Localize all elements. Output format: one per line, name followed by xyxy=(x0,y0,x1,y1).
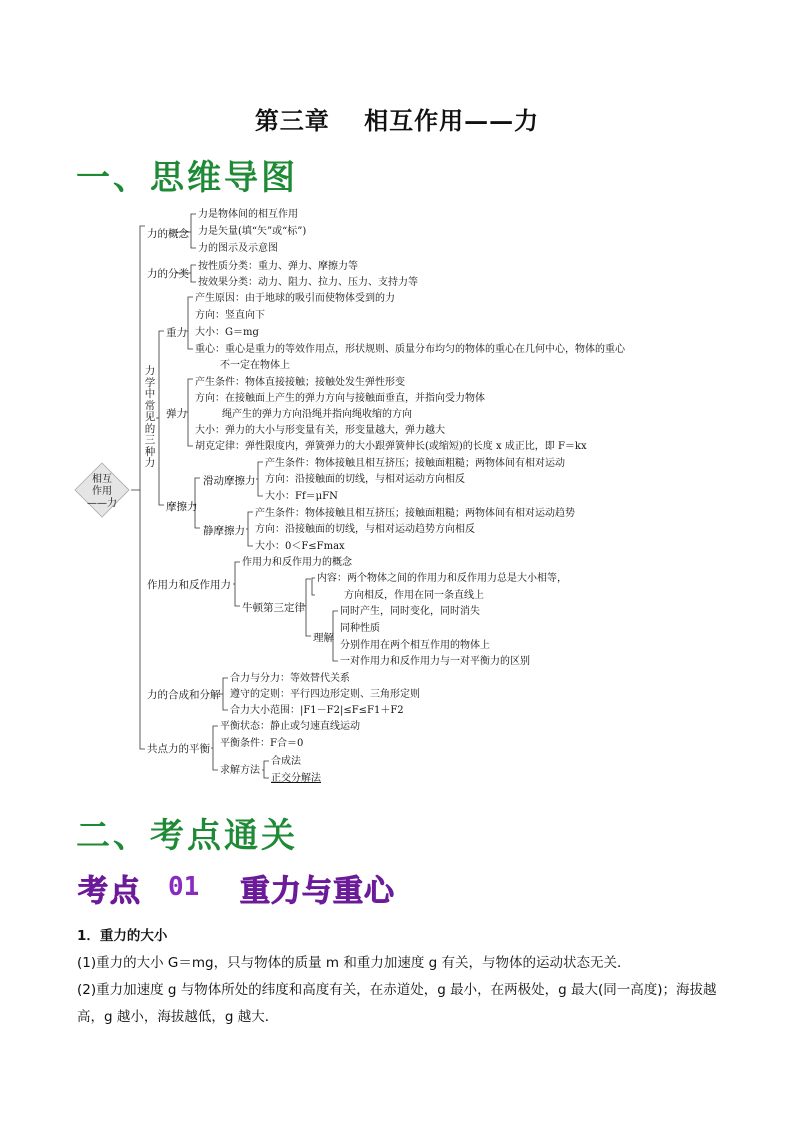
newton-brace xyxy=(304,579,311,636)
understand-item: 一对作用力和反作用力与一对平衡力的区别 xyxy=(340,656,530,667)
node-friction: 摩擦力 xyxy=(166,501,198,513)
method-item: 合成法 xyxy=(271,756,301,767)
gravity-brace xyxy=(186,297,193,349)
balance-item: 平衡状态：静止或匀速直线运动 xyxy=(220,721,360,732)
branch-concept: 力的概念 xyxy=(147,228,189,240)
kaodian-title: 重力与重心 xyxy=(240,874,395,909)
content-brace xyxy=(312,578,315,595)
methods-brace xyxy=(262,761,269,778)
content-item: 内容：两个物体之间的作用力和反作用力总是大小相等， xyxy=(317,573,567,584)
branch-composition: 力的合成和分解 xyxy=(147,689,221,701)
kaodian-number: 01 xyxy=(168,872,200,902)
content-item: 方向相反，作用在同一条直线上 xyxy=(344,590,484,601)
balance-brace xyxy=(211,726,218,770)
node-sliding-friction: 滑动摩擦力 xyxy=(203,475,256,487)
sliding-brace xyxy=(256,462,263,496)
balance-item: 求解方法 xyxy=(220,765,260,776)
node-understanding: 理解 xyxy=(313,632,334,644)
page-title: 第三章 相互作用——力 xyxy=(254,106,540,135)
elastic-item: 产生条件：物体直接接触；接触处发生弹性形变 xyxy=(195,377,405,388)
static-item: 大小：0＜F≤Fmax xyxy=(255,541,345,552)
root-brace xyxy=(131,226,145,749)
understand-item: 分别作用在两个相互作用的物体上 xyxy=(340,640,490,651)
branch-equilibrium: 共点力的平衡 xyxy=(147,743,210,755)
paragraph-1: (1)重力的大小 G＝mg，只与物体的质量 m 和重力加速度 g 有关，与物体的运动状态无关． xyxy=(77,955,631,971)
elastic-item: 胡克定律：弹性限度内，弹簧弹力的大小跟弹簧伸长(或缩短)的长度 x 成正比，即 F＝kx xyxy=(195,441,587,452)
three-brace xyxy=(156,331,164,505)
method-item: 正交分解法 xyxy=(271,773,321,784)
node-elastic: 弹力 xyxy=(166,408,187,420)
elastic-item: 方向：在接触面上产生的弹力方向与接触面垂直，并指向受力物体 xyxy=(195,393,485,404)
concept-item: 力是物体间的相互作用 xyxy=(198,209,298,220)
understand-item: 同种性质 xyxy=(340,623,380,634)
elastic-brace xyxy=(186,379,193,446)
sliding-item: 方向：沿接触面的切线，与相对运动方向相反 xyxy=(265,474,465,485)
node-static-friction: 静摩擦力 xyxy=(203,525,245,537)
branch-three-forces: 力学中常见的三种力 xyxy=(144,365,156,469)
static-item: 方向：沿接触面的切线，与相对运动趋势方向相反 xyxy=(255,524,475,535)
kaodian-label: 考点 xyxy=(78,874,142,909)
understand-item: 同时产生，同时变化，同时消失 xyxy=(340,606,480,617)
gravity-item: 产生原因：由于地球的吸引而使物体受到的力 xyxy=(195,293,395,304)
compose-item: 合力大小范围：|F1－F2|≤F≤F1＋F2 xyxy=(230,705,404,716)
elastic-item: 大小：弹力的大小与形变量有关，形变量越大，弹力越大 xyxy=(195,425,445,436)
elastic-item: 绳产生的弹力方向沿绳并指向绳收缩的方向 xyxy=(222,409,412,420)
section-mindmap-heading: 一、思维导图 xyxy=(76,158,298,198)
action-brace xyxy=(233,562,240,606)
action-concept: 作用力和反作用力的概念 xyxy=(242,557,352,568)
paragraph-2-line-1: (2)重力加速度 g 与物体所处的纬度和高度有关，在赤道处，g 最小，在两极处，g 最大(同一高度)；海拔越 xyxy=(77,982,717,998)
branch-classification: 力的分类 xyxy=(147,268,189,280)
gravity-item: 方向：竖直向下 xyxy=(195,310,265,321)
static-item: 产生条件：物体接触且相互挤压；接触面粗糙；两物体间有相对运动趋势 xyxy=(255,508,575,519)
root-node-label: 相互 作用 ——力 xyxy=(87,474,117,509)
compose-item: 合力与分力：等效替代关系 xyxy=(230,673,350,684)
sliding-item: 产生条件：物体接触且相互挤压；接触面粗糙；两物体间有相对运动 xyxy=(265,458,565,469)
paragraph-2-line-2: 高，g 越小，海拔越低，g 越大． xyxy=(77,1009,279,1025)
concept-item: 力的图示及示意图 xyxy=(198,243,278,254)
gravity-item: 不一定在物体上 xyxy=(220,360,290,371)
node-newton-third-law: 牛顿第三定律 xyxy=(242,602,305,614)
branch-action-reaction: 作用力和反作用力 xyxy=(147,579,231,591)
class-item: 按性质分类：重力、弹力、摩擦力等 xyxy=(198,261,358,272)
gravity-item: 大小：G＝mg xyxy=(195,327,259,338)
class-item: 按效果分类：动力、阻力、拉力、压力、支持力等 xyxy=(198,277,418,288)
section-checkpoints-heading: 二、考点通关 xyxy=(76,816,298,856)
balance-item: 平衡条件：F合＝0 xyxy=(220,738,304,749)
concept-item: 力是矢量(填“矢”或“标”) xyxy=(198,226,307,237)
static-brace xyxy=(246,512,253,546)
gravity-item: 重心：重心是重力的等效作用点，形状规则、质量分布均匀的物体的重心在几何中心，物体的重心 xyxy=(195,344,625,355)
compose-item: 遵守的定则：平行四边形定则、三角形定则 xyxy=(230,689,420,700)
node-gravity: 重力 xyxy=(166,327,187,339)
sliding-item: 大小：Ff＝μFN xyxy=(265,491,338,502)
paragraph-heading: 1．重力的大小 xyxy=(77,928,168,944)
